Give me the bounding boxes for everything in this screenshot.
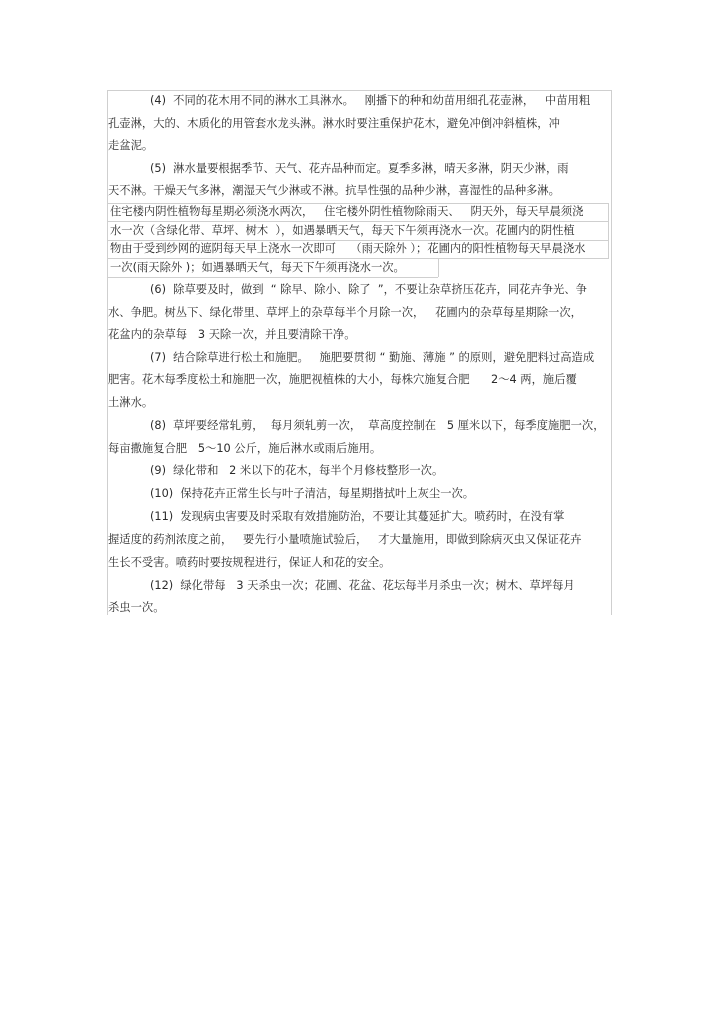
paragraph-8-line-2: 每亩撒施复合肥 5～10 公斤，施后淋水或雨后施用。 bbox=[108, 442, 382, 455]
watering-box-line-2: 水一次（含绿化带、草坪、树木 ），如遇暴晒天气，每天下午须再浇水一次。花圃内的阴性植 bbox=[110, 224, 575, 237]
paragraph-6-line-2: 水、争肥。树丛下、绿化带里、草坪上的杂草每半个月除一次， 花圃内的杂草每星期除一次， bbox=[108, 306, 582, 319]
watering-box-line-4: 一次(雨天除外 )；如遇暴晒天气，每天下午须再浇水一次。 bbox=[110, 261, 405, 274]
paragraph-5-line-1: (5) 淋水量要根据季节、天气、花卉品种而定。夏季多淋，晴天多淋，阴天少淋，雨 bbox=[150, 162, 569, 175]
paragraph-4-line-1: (4) 不同的花木用不同的淋水工具淋水。 刚播下的种和幼苗用细孔花壶淋， 中苗用粗 bbox=[150, 94, 591, 107]
paragraph-11-line-1: (11) 发现病虫害要及时采取有效措施防治，不要让其蔓延扩大。喷药时，在没有掌 bbox=[150, 510, 565, 523]
paragraph-6-line-3: 花盆内的杂草每 3 天除一次，并且要清除干净。 bbox=[108, 328, 356, 341]
paragraph-4-line-2: 孔壶淋，大的、木质化的用管套水龙头淋。淋水时要注重保护花木，避免冲倒冲斜植株，冲 bbox=[108, 117, 560, 130]
paragraph-4-line-3: 走盆泥。 bbox=[108, 139, 154, 152]
paragraph-6-line-1: (6) 除草要及时，做到 “ 除早、除小、除了 ”，不要让杂草挤压花卉，同花卉争光、争 bbox=[150, 283, 587, 296]
paragraph-9-line-1: (9) 绿化带和 2 米以下的花木，每半个月修枝整形一次。 bbox=[150, 464, 444, 477]
watering-box-line-1: 住宅楼内阴性植物每星期必须浇水两次， 住宅楼外阴性植物除雨天、 阴天外，每天早晨须浇 bbox=[110, 205, 584, 218]
paragraph-11-line-2: 握适度的药剂浓度之前， 要先行小量喷施试验后， 才大量施用，即做到除病灭虫又保证花卉 bbox=[108, 533, 582, 546]
paragraph-11-line-3: 生长不受害。喷药时要按规程进行，保证人和花的安全。 bbox=[108, 556, 391, 569]
paragraph-8-line-1: (8) 草坪要经常轧剪， 每月须轧剪一次， 草高度控制在 5 厘米以下，每季度施肥一次， bbox=[150, 419, 605, 432]
paragraph-12-line-1: (12) 绿化带每 3 天杀虫一次；花圃、花盆、花坛每半月杀虫一次；树木、草坪每月 bbox=[150, 579, 575, 592]
paragraph-12-line-2: 杀虫一次。 bbox=[108, 601, 165, 614]
watering-box-line-3: 物由于受到纱网的遮阴每天早上浇水一次即可 （雨天除外 ）；花圃内的阳性植物每天早晨浇水 bbox=[110, 242, 586, 255]
paragraph-7-line-3: 土淋水。 bbox=[108, 396, 154, 409]
paragraph-7-line-1: (7) 结合除草进行松土和施肥。 施肥要贯彻 “ 勤施、薄施 ” 的原则，避免肥料过高造成 bbox=[150, 351, 595, 364]
paragraph-7-line-2: 肥害。花木每季度松土和施肥一次，施肥视植株的大小，每株穴施复合肥 2～4 两，施后覆 bbox=[108, 373, 577, 386]
paragraph-10-line-1: (10) 保持花卉正常生长与叶子清洁，每星期揩拭叶上灰尘一次。 bbox=[150, 487, 475, 500]
paragraph-5-line-2: 天不淋。干燥天气多淋，潮湿天气少淋或不淋。抗旱性强的品种少淋，喜湿性的品种多淋。 bbox=[108, 184, 560, 197]
